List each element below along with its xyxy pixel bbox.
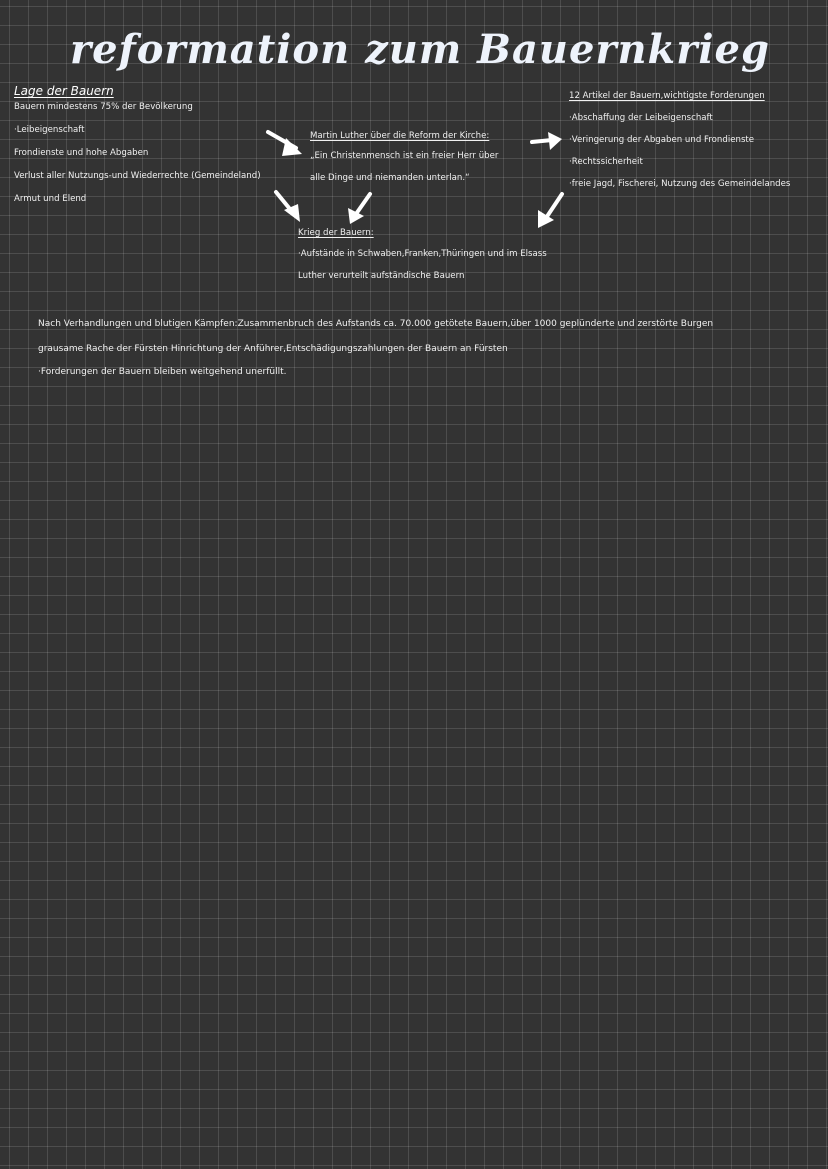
artikel-item: ·Rechtssicherheit: [569, 157, 643, 167]
arrow-luther-to-krieg-icon: [344, 190, 376, 226]
lage-item: Verlust aller Nutzungs-und Wiederrechte (Gemeindeland): [14, 171, 261, 181]
artikel-section: [569, 91, 790, 201]
artikel-heading: 12 Artikel der Bauern,wichtigste Forderungen: [569, 91, 765, 101]
luther-quote-line1: „Ein Christenmensch ist ein freier Herr über: [310, 151, 499, 161]
artikel-item: ·Veringerung der Abgaben und Frondienste: [569, 135, 755, 145]
krieg-section: [298, 228, 547, 293]
lage-item: Frondienste und hohe Abgaben: [14, 148, 149, 158]
luther-quote-line2: alle Dinge und niemanden unterlan.“: [310, 173, 470, 183]
conclusion-line3: ·Forderungen der Bauern bleiben weitgehend unerfüllt.: [38, 367, 287, 377]
arrow-artikel-to-krieg-icon: [534, 190, 568, 232]
lage-item: ·Leibeigenschaft: [14, 125, 85, 135]
arrow-luther-to-artikel-icon: [528, 130, 564, 152]
lage-item: Armut und Elend: [14, 194, 87, 204]
lage-heading: Lage der Bauern: [14, 84, 114, 98]
arrow-lage-to-krieg-icon: [270, 188, 306, 226]
lage-section: [14, 84, 261, 217]
conclusion-line1: Nach Verhandlungen und blutigen Kämpfen:Zusammenbruch des Aufstands ca. 70.000 getötete Bauern,über 1000 geplünderte und zerstörte Burgen: [38, 319, 714, 329]
page-title: reformation zum Bauernkrieg: [70, 26, 770, 73]
krieg-item: ·Aufstände in Schwaben,Franken,Thüringen und im Elsass: [298, 249, 547, 259]
lage-item: Bauern mindestens 75% der Bevölkerung: [14, 102, 193, 112]
arrow-lage-to-luther-icon: [262, 126, 306, 160]
luther-heading: Martin Luther über die Reform der Kirche:: [310, 131, 490, 141]
conclusion-section: [38, 318, 713, 379]
luther-section: [310, 131, 498, 195]
conclusion-line2: grausame Rache der Fürsten Hinrichtung der Anführer,Entschädigungszahlungen der Bauern an Fürsten: [38, 344, 508, 354]
artikel-item: ·freie Jagd, Fischerei, Nutzung des Gemeindelandes: [569, 179, 791, 189]
krieg-heading: Krieg der Bauern:: [298, 228, 374, 238]
krieg-item: Luther verurteilt aufständische Bauern: [298, 271, 465, 281]
artikel-item: ·Abschaffung der Leibeigenschaft: [569, 113, 713, 123]
